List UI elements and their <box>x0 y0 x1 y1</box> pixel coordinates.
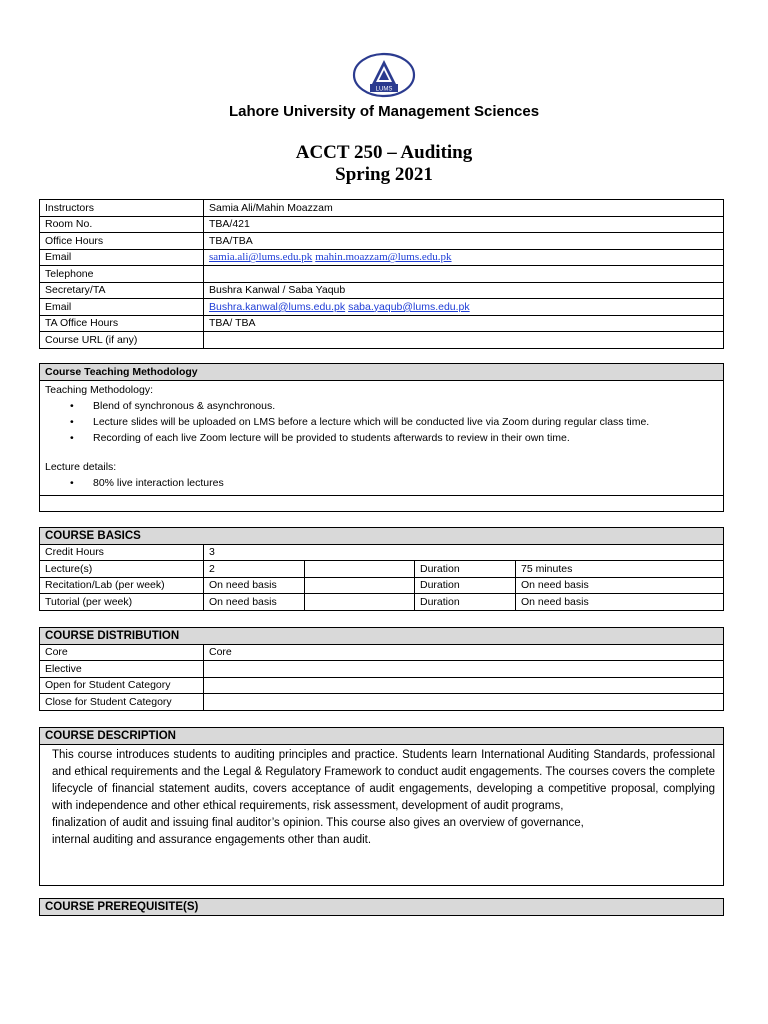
table-row <box>40 200 724 217</box>
table-row <box>40 332 724 349</box>
table-row <box>40 266 724 283</box>
course-description-content <box>40 744 724 885</box>
credit-hours-label: Credit Hours <box>40 544 204 561</box>
url-label: Course URL (if any) <box>40 332 204 349</box>
table-row <box>40 544 724 561</box>
logo-text: LUMS <box>375 86 393 93</box>
ta-email-label: Email <box>40 299 204 316</box>
table-row <box>40 315 724 332</box>
course-distribution-table <box>39 627 724 711</box>
description-paragraph: This course introduces students to auditing principles and practice. Students learn International Auditing Standards, professional and ethical requirements and the Legal & Regulatory Framework to conduct audit engagements. The courses covers the complete lifecycle of financial statement audits, covers acceptance of audit engagements, developing a competitive proposal, complying with independence and other ethical requirements, risk assessment, development of audit programs, <box>52 748 715 812</box>
lums-logo <box>352 48 416 98</box>
ta-hours-value: TBA/ TBA <box>204 315 724 332</box>
room-label: Room No. <box>40 216 204 233</box>
email-link-samia[interactable]: samia.ali@lums.edu.pk <box>209 251 313 264</box>
table-row <box>40 661 724 678</box>
telephone-value <box>204 266 724 283</box>
course-description-heading: COURSE DESCRIPTION <box>40 728 724 745</box>
lecture-duration-value: 75 minutes <box>516 561 724 578</box>
email-link-mahin[interactable]: mahin.moazzam@lums.edu.pk <box>315 251 452 264</box>
table-row <box>40 561 724 578</box>
instructors-value: Samia Ali/Mahin Moazzam <box>204 200 724 217</box>
lecture-duration-label: Duration <box>415 561 516 578</box>
table-row <box>40 299 724 316</box>
methodology-table <box>39 363 724 512</box>
open-category-label: Open for Student Category <box>40 677 204 694</box>
course-basics-heading: COURSE BASICS <box>40 528 724 545</box>
core-label: Core <box>40 644 204 661</box>
list-item: • Lecture slides will be uploaded on LMS before a lecture which will be conducted live via Zoom during regular class time. <box>93 414 718 430</box>
close-category-label: Close for Student Category <box>40 694 204 711</box>
elective-label: Elective <box>40 661 204 678</box>
table-row <box>40 249 724 266</box>
url-value <box>204 332 724 349</box>
list-item: • Recording of each live Zoom lecture will be provided to students afterwards to review in their own time. <box>93 430 718 446</box>
course-title-block <box>0 142 768 186</box>
prerequisites-heading: COURSE PREREQUISITE(S) <box>40 899 724 916</box>
methodology-list <box>45 398 718 446</box>
description-paragraph: finalization of audit and issuing final auditor’s opinion. This course also gives an overview of governance, <box>52 816 584 829</box>
term: Spring 2021 <box>335 164 433 185</box>
prerequisites-table <box>39 898 724 916</box>
credit-hours-value: 3 <box>204 544 724 561</box>
office-hours-value: TBA/TBA <box>204 233 724 250</box>
recitation-label: Recitation/Lab (per week) <box>40 577 204 594</box>
table-row <box>40 233 724 250</box>
recitation-value: On need basis <box>204 577 305 594</box>
table-row <box>40 594 724 611</box>
methodology-content <box>40 380 724 495</box>
list-item: • Blend of synchronous & asynchronous. <box>93 398 718 414</box>
table-row <box>40 694 724 711</box>
table-row <box>40 677 724 694</box>
tutorial-label: Tutorial (per week) <box>40 594 204 611</box>
table-row <box>40 216 724 233</box>
room-value: TBA/421 <box>204 216 724 233</box>
email-link-bushra[interactable]: Bushra.kanwal@lums.edu.pk <box>209 300 346 313</box>
recitation-duration-label: Duration <box>415 577 516 594</box>
lecture-details-list <box>45 475 718 491</box>
instructors-label: Instructors <box>40 200 204 217</box>
description-paragraph: internal auditing and assurance engagements other than audit. <box>52 833 372 846</box>
tutorial-value: On need basis <box>204 594 305 611</box>
course-description-table <box>39 727 724 886</box>
lectures-value: 2 <box>204 561 305 578</box>
email-label: Email <box>40 249 204 266</box>
ta-label: Secretary/TA <box>40 282 204 299</box>
university-name: Lahore University of Management Sciences <box>228 103 540 120</box>
table-row <box>40 577 724 594</box>
tutorial-duration-label: Duration <box>415 594 516 611</box>
table-row <box>40 282 724 299</box>
table-row <box>40 644 724 661</box>
ta-value: Bushra Kanwal / Saba Yaqub <box>204 282 724 299</box>
methodology-empty-row <box>40 495 724 512</box>
core-value: Core <box>204 644 724 661</box>
email-link-saba[interactable]: saba.yaqub@lums.edu.pk <box>348 300 470 313</box>
course-title: ACCT 250 – Auditing <box>295 142 473 163</box>
telephone-label: Telephone <box>40 266 204 283</box>
methodology-intro: Teaching Methodology: <box>45 383 153 396</box>
recitation-duration-value: On need basis <box>516 577 724 594</box>
course-basics-table <box>39 527 724 611</box>
course-distribution-heading: COURSE DISTRIBUTION <box>40 628 724 645</box>
tutorial-duration-value: On need basis <box>516 594 724 611</box>
email-value <box>204 249 724 266</box>
lecture-details-label: Lecture details: <box>45 460 117 473</box>
list-item: • 80% live interaction lectures <box>93 475 718 491</box>
methodology-heading: Course Teaching Methodology <box>40 364 724 381</box>
course-info-table <box>39 199 724 349</box>
ta-email-value <box>204 299 724 316</box>
lectures-label: Lecture(s) <box>40 561 204 578</box>
ta-hours-label: TA Office Hours <box>40 315 204 332</box>
office-hours-label: Office Hours <box>40 233 204 250</box>
